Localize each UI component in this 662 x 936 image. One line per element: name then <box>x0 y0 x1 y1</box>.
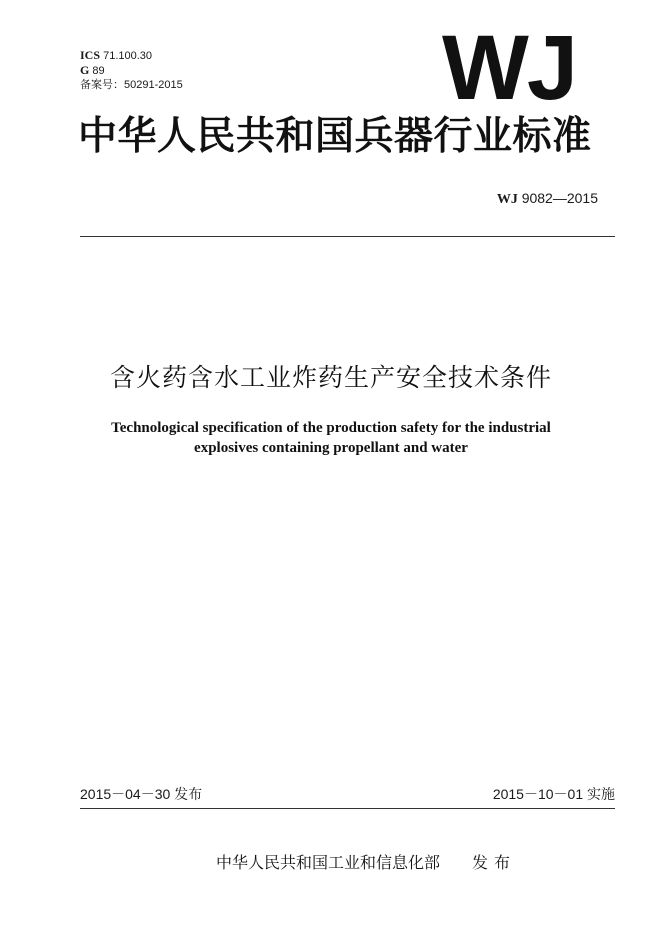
code-prefix: WJ <box>496 192 518 207</box>
publisher-name: 中华人民共和国工业和信息化部 <box>216 853 441 872</box>
class-label: G <box>80 63 90 77</box>
ics-label: ICS <box>80 48 101 62</box>
publisher-action: 发布 <box>472 853 517 872</box>
code-number: 9082—2015 <box>521 190 598 206</box>
record-label: 备案号： <box>80 79 124 91</box>
issue-date: 2015－04－30 发布 <box>80 786 203 802</box>
standard-code <box>497 190 598 208</box>
document-title-en <box>0 418 662 458</box>
title-en-line-2: explosives containing propellant and water <box>194 440 468 456</box>
wj-logo: WJ <box>442 17 576 119</box>
standard-title: 中华人民共和国兵器行业标准 <box>78 114 592 159</box>
bottom-divider <box>80 808 615 809</box>
title-en-line-1: Technological specification of the production safety for the industrial <box>111 420 551 436</box>
class-value: 89 <box>92 65 105 77</box>
implement-date: 2015－10－01 实施 <box>492 786 615 802</box>
record-value: 50291-2015 <box>124 79 183 91</box>
ics-value: 71.100.30 <box>103 50 153 62</box>
document-title-zh: 含火药含水工业炸药生产安全技术条件 <box>109 363 552 392</box>
ics-line <box>80 48 152 63</box>
top-divider <box>80 236 615 237</box>
class-line <box>80 63 105 78</box>
record-line <box>80 78 183 92</box>
publisher <box>216 853 516 873</box>
